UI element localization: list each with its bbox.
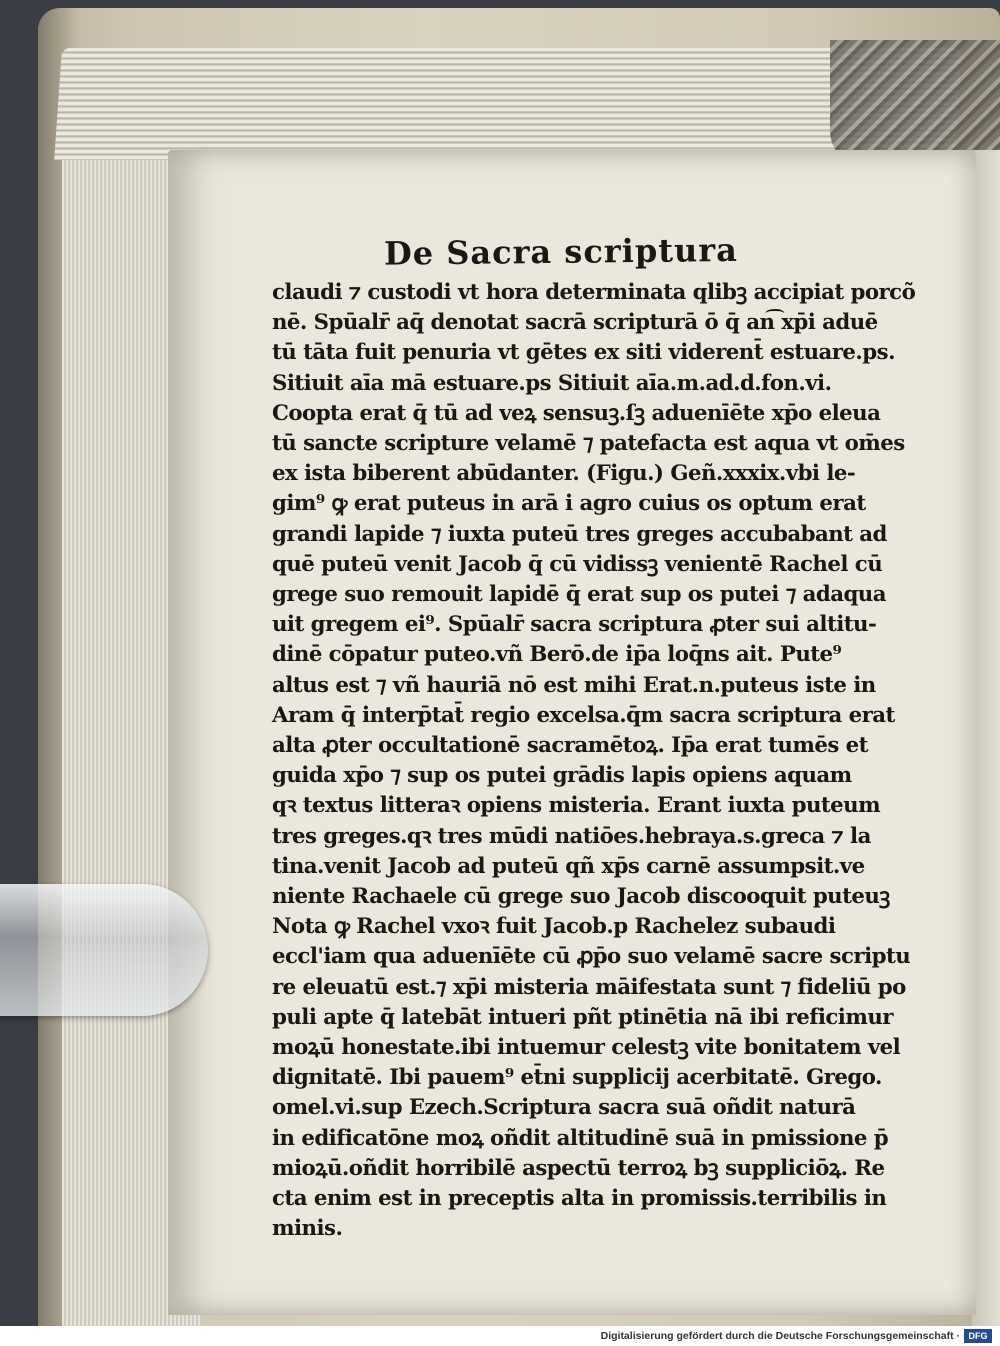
text-line: qꝛ textus litteraꝛ opiens misteria. Erant iuxta puteum bbox=[272, 793, 881, 819]
text-line: grege suo remouit lapidē q̄ erat sup os putei ⁊ adaqua bbox=[272, 582, 886, 608]
text-line: tū tāta fuit penuria vt gētes ex siti viderent̄ estuare.ps. bbox=[272, 340, 895, 366]
text-line: eccl'iam qua aduenīēte cū ꝓp̄o suo velamē sacre scriptu bbox=[272, 944, 911, 970]
text-line: tres greges.qꝛ tres mūdi natiōes.hebraya.s.greca ⁊ la bbox=[272, 823, 871, 849]
page-right-edge bbox=[972, 150, 1000, 1326]
text-line: gim⁹ ꝙ erat puteus in arā i agro cuius os optum erat bbox=[272, 491, 866, 517]
text-line: re eleuatū est.⁊ xp̄i misteria māifestata sunt ⁊ fideliū po bbox=[272, 974, 906, 1000]
dfg-logo-icon: DFG bbox=[964, 1329, 992, 1343]
text-line: Aram q̄ interp̄tat̄ regio excelsa.q̄m sacra scriptura erat bbox=[272, 702, 895, 728]
text-line: grandi lapide ⁊ iuxta puteū tres greges accubabant ad bbox=[272, 521, 887, 547]
glass-holder bbox=[0, 884, 208, 1016]
text-line: quē puteū venit Jacob q̄ cū vidissꝫ venientē Rachel cū bbox=[272, 551, 883, 577]
text-line: tina.venit Jacob ad puteū qñ xp̄s carnē assumpsit.ve bbox=[272, 853, 865, 879]
footer-bar bbox=[0, 1326, 1000, 1346]
text-line: ex ista biberent abūdanter. (Figu.) Geñ.xxxix.vbi le- bbox=[272, 461, 856, 487]
text-line: cta enim est in preceptis alta in promissis.terribilis in bbox=[272, 1186, 887, 1212]
text-line: moꝝū honestate.ibi intuemur celestꝫ vite bonitatem vel bbox=[272, 1035, 901, 1061]
text-line: dinē cōpatur puteo.vñ Berō.de ip̄a loq̄ns ait. Pute⁹ bbox=[272, 642, 842, 668]
text-line: minis. bbox=[272, 1216, 343, 1242]
text-line: omel.vi.sup Ezech.Scriptura sacra suā oñdit naturā bbox=[272, 1095, 856, 1121]
text-line: guida xp̄o ⁊ sup os putei grādis lapis opiens aquam bbox=[272, 763, 852, 789]
text-line: alta ꝓter occultationē sacramētoꝝ. Ip̄a erat tumēs et bbox=[272, 733, 868, 759]
text-line: Sitiuit aīa mā estuare.ps Sitiuit aīa.m.ad.d.fon.vi. bbox=[272, 370, 832, 396]
text-line: niente Rachaele cū grege suo Jacob discooquit puteuꝫ bbox=[272, 884, 890, 910]
text-line: mioꝝū.oñdit horribilē aspectū terroꝝ bꝫ suppliciōꝝ. Re bbox=[272, 1155, 885, 1181]
text-line: dignitatē. Ibi pauem⁹ et̄ni supplicij acerbitatē. Grego. bbox=[272, 1065, 882, 1091]
text-line: puli apte q̄ latebāt intueri pñt ptinētia nā ibi reficimur bbox=[272, 1004, 893, 1030]
text-line: nē. Spūalr̄ aq̄ denotat sacrā scripturā ō q̄ an͡ xp̄i aduē bbox=[272, 310, 878, 336]
page-text bbox=[272, 230, 916, 1245]
page-edges-top bbox=[54, 48, 962, 160]
text-line: in edificatōne moꝝ oñdit altitudinē suā in pmissione p̄ bbox=[272, 1125, 889, 1151]
text-line: Coopta erat q̄ tū ad veꝝ sensuꝫ.ſꝫ aduenīēte xp̄o eleua bbox=[272, 400, 881, 426]
text-line: uit gregem ei⁹. Spūalr̄ sacra scriptura ꝓter sui altitu- bbox=[272, 612, 877, 638]
text-lines bbox=[272, 278, 916, 1245]
text-line: tū sancte scripture velamē ⁊ patefacta est aqua vt om̄es bbox=[272, 431, 905, 457]
page-heading: De Sacra scriptura bbox=[383, 230, 739, 273]
text-line: claudi ⁊ custodi vt hora determinata qlibꝫ accipiat porcõ bbox=[272, 280, 916, 305]
text-line: altus est ⁊ vñ hauriā nō est mihi Erat.n.puteus iste in bbox=[272, 672, 876, 698]
funding-credit: Digitalisierung gefördert durch die Deutsche Forschungsgemeinschaft · bbox=[600, 1330, 960, 1342]
text-line: Nota ꝙ Rachel vxoꝛ fuit Jacob.p Rachelez subaudi bbox=[272, 914, 836, 940]
